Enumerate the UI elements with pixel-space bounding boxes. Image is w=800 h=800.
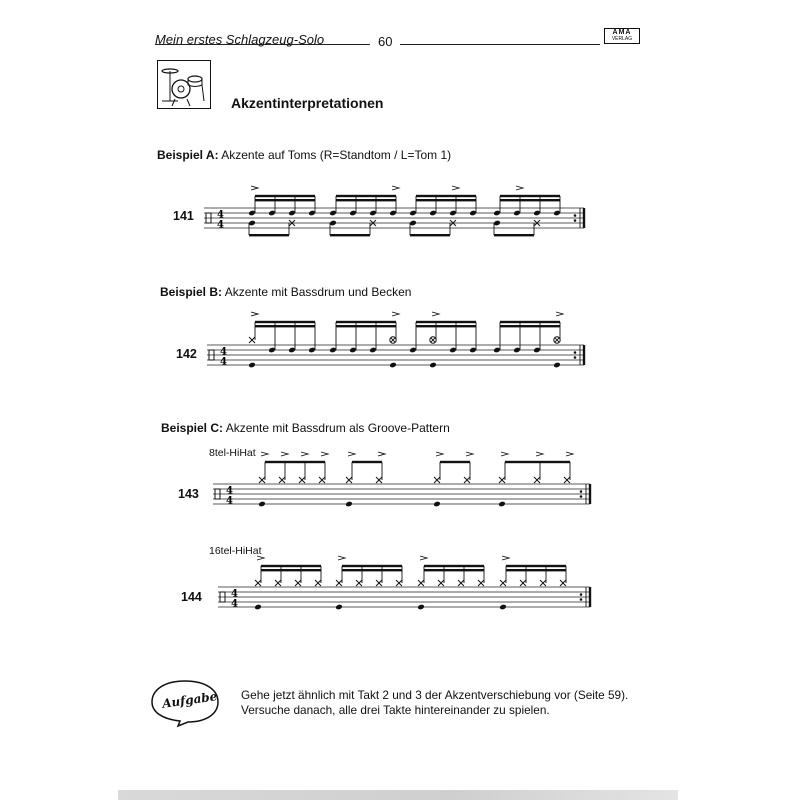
ex143-accent bbox=[301, 452, 308, 456]
ex141-time-sig-top: 4 bbox=[217, 209, 224, 221]
ex143-repeat-dot bbox=[580, 495, 583, 498]
ex143-accent bbox=[378, 452, 385, 456]
ex142-beam bbox=[255, 321, 315, 323]
ex141-beam bbox=[330, 234, 370, 236]
ex142-repeat-dot bbox=[574, 351, 577, 354]
ex144-beam bbox=[424, 569, 484, 571]
ex143-beam bbox=[352, 461, 382, 463]
ex141-beam bbox=[416, 199, 476, 201]
exercise-number-144: 144 bbox=[181, 590, 202, 604]
ex143-accent bbox=[348, 452, 355, 456]
example-b-label: Beispiel B: bbox=[160, 285, 223, 299]
ex142-note-head bbox=[553, 362, 561, 369]
ex142-beam bbox=[416, 321, 476, 323]
ex144-beam bbox=[506, 569, 566, 571]
ex141-accent bbox=[251, 186, 258, 190]
ex142-accent bbox=[392, 312, 399, 316]
exercise-number-142: 142 bbox=[176, 347, 197, 361]
ex142-time-sig-top: 4 bbox=[220, 346, 227, 358]
ex143-accent bbox=[466, 452, 473, 456]
example-b-text: Akzente mit Bassdrum und Becken bbox=[224, 285, 412, 299]
sublabel-16tel-hihat: 16tel-HiHat bbox=[209, 545, 262, 557]
publisher-logo-bottom: VERLAG bbox=[611, 36, 633, 42]
ex143-accent bbox=[566, 452, 573, 456]
publisher-logo-top: AMA bbox=[612, 29, 632, 36]
ex143-beam bbox=[440, 461, 470, 463]
ex141-beam bbox=[336, 199, 396, 201]
ex144-repeat-dot bbox=[580, 593, 583, 596]
ex144-beam bbox=[506, 565, 566, 567]
ex144-accent bbox=[257, 556, 264, 560]
ex142-beam bbox=[500, 325, 560, 327]
ex144-beam bbox=[342, 565, 402, 567]
ex142-beam bbox=[255, 325, 315, 327]
ex143-accent bbox=[261, 452, 268, 456]
ex144-note-head bbox=[335, 604, 343, 611]
ex142-accent bbox=[432, 312, 439, 316]
ex143-note-head bbox=[258, 501, 266, 508]
example-a-label: Beispiel A: bbox=[157, 148, 219, 162]
ex141-accent bbox=[452, 186, 459, 190]
ex143-time-sig-top: 4 bbox=[226, 485, 233, 497]
ex144-beam bbox=[424, 565, 484, 567]
ex143-accent bbox=[436, 452, 443, 456]
ex144-note-head bbox=[499, 604, 507, 611]
ex143-beam bbox=[505, 461, 570, 463]
ex144-accent bbox=[420, 556, 427, 560]
ex142-beam bbox=[336, 321, 396, 323]
ex143-note-head bbox=[433, 501, 441, 508]
sublabel-8tel-hihat: 8tel-HiHat bbox=[209, 447, 256, 459]
ex141-beam bbox=[500, 199, 560, 201]
task-text bbox=[241, 688, 661, 718]
task-line-1: Gehe jetzt ähnlich mit Takt 2 und 3 der Akzentverschiebung vor (Seite 59). bbox=[241, 688, 629, 702]
ex141-beam bbox=[336, 195, 396, 197]
ex141-beam bbox=[500, 195, 560, 197]
ex142-note-head bbox=[248, 362, 256, 369]
ex144-accent bbox=[502, 556, 509, 560]
ex141-repeat-dot bbox=[574, 214, 577, 217]
ex141-beam bbox=[410, 234, 450, 236]
ex143-time-sig-bottom: 4 bbox=[226, 495, 233, 507]
example-c-label: Beispiel C: bbox=[161, 421, 224, 435]
ex141-time-sig-bottom: 4 bbox=[217, 219, 224, 231]
ex144-beam bbox=[261, 569, 321, 571]
ex141-beam bbox=[416, 195, 476, 197]
ex141-accent bbox=[516, 186, 523, 190]
ex144-accent bbox=[338, 556, 345, 560]
ex144-time-sig-top: 4 bbox=[231, 588, 238, 600]
ex142-note-head bbox=[429, 362, 437, 369]
ex141-beam bbox=[255, 195, 315, 197]
page-bottom-edge bbox=[118, 790, 678, 800]
ex144-beam bbox=[342, 569, 402, 571]
ex141-beam bbox=[255, 199, 315, 201]
ex144-note-head bbox=[254, 604, 262, 611]
ex144-time-sig-bottom: 4 bbox=[231, 598, 238, 610]
ex141-beam bbox=[494, 234, 534, 236]
ex142-repeat-dot bbox=[574, 356, 577, 359]
ex143-accent bbox=[321, 452, 328, 456]
ex142-time-sig-bottom: 4 bbox=[220, 356, 227, 368]
task-line-2: Versuche danach, alle drei Takte hintereinander zu spielen. bbox=[241, 703, 550, 717]
book-title: Mein erstes Schlagzeug-Solo bbox=[155, 32, 325, 47]
ex142-beam bbox=[500, 321, 560, 323]
ex143-note-head bbox=[498, 501, 506, 508]
ex143-accent bbox=[281, 452, 288, 456]
ex141-accent bbox=[392, 186, 399, 190]
ex144-note-head bbox=[417, 604, 425, 611]
exercise-number-141: 141 bbox=[173, 209, 194, 223]
ex141-repeat-dot bbox=[574, 219, 577, 222]
ex144-beam bbox=[261, 565, 321, 567]
ex142-beam bbox=[416, 325, 476, 327]
aufgabe-badge-text: Aufgabe bbox=[161, 689, 219, 711]
ex142-beam bbox=[336, 325, 396, 327]
ex144-repeat-dot bbox=[580, 598, 583, 601]
page-number: 60 bbox=[378, 34, 393, 49]
ex143-accent bbox=[501, 452, 508, 456]
ex143-accent bbox=[536, 452, 543, 456]
exercise-number-143: 143 bbox=[178, 487, 199, 501]
section-title: Akzentinterpretationen bbox=[231, 95, 384, 111]
ex141-beam bbox=[249, 234, 289, 236]
ex143-note-head bbox=[345, 501, 353, 508]
ex142-note-head bbox=[389, 362, 397, 369]
example-c-text: Akzente mit Bassdrum als Groove-Pattern bbox=[225, 421, 450, 435]
ex142-accent bbox=[251, 312, 258, 316]
ex143-repeat-dot bbox=[580, 490, 583, 493]
example-a-text: Akzente auf Toms (R=Standtom / L=Tom 1) bbox=[221, 148, 452, 162]
ex143-beam bbox=[265, 461, 325, 463]
ex142-accent bbox=[556, 312, 563, 316]
